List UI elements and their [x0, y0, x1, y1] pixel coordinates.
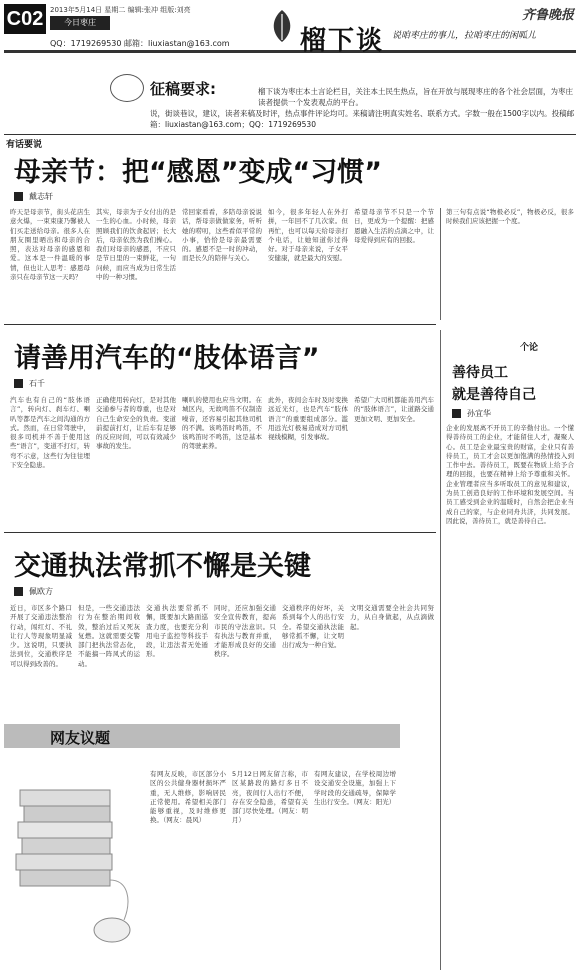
article1-col-1: 昨天是母亲节，街头花店生意火爆，一束束康乃馨被人们买走送给母亲。很多人在朋友圈里晒出和母亲的合照，表达对母亲的感恩和爱。这本是一件温暖的事情，但也让人思考：感恩母亲只在母亲节这一天吗？ [10, 208, 90, 282]
notice-title: 征稿要求: [150, 80, 216, 98]
article2-author: 石千 [29, 379, 45, 388]
article3-col-5: 交通秩序的好坏，关系到每个人的出行安全。希望交通执法能够常抓不懈，让文明出行成为一种自觉。 [282, 604, 344, 650]
notice-body-2: 说，街谈巷议，建议，读者来稿及时评，热点事件评论均可。来稿请注明真实姓名、联系方式。字数一般在1500字以内。投稿邮箱：liuxiastan@163.com；QQ：1719269530 [150, 109, 575, 129]
article3-col-3: 交通执法要常抓不懈，既要加大路面巡查力度，也要充分利用电子监控等科技手段，让违法者无处遁形。 [146, 604, 208, 659]
header-rule [4, 50, 576, 53]
sidebar-tag: 个论 [520, 343, 539, 353]
divider [4, 324, 436, 325]
article3-col-4: 同时，还应加强交通安全宣传教育，提高市民的守法意识。只有执法与教育并重，才能形成良好的交通秩序。 [214, 604, 276, 659]
divider [4, 134, 576, 135]
byline-icon [14, 379, 23, 388]
article1-byline [14, 191, 53, 202]
article3-col-6: 文明交通需要全社会共同努力，从自身做起，从点滴做起。 [350, 604, 434, 631]
article3-col-1: 近日，市区多个路口开展了交通违法整治行动，闯红灯、不礼让行人等现象明显减少。这说明，只要执法到位，交通秩序是可以得到改善的。 [10, 604, 72, 668]
byline-icon [14, 192, 23, 201]
sidebar-divider [440, 330, 441, 970]
article1-col-2: 其实，母亲为子女付出的是一生的心血。小时候，母亲照顾我们的饮食起居；长大后，母亲依然为我们操心。我们对母亲的感恩，不应只是节日里的一束鲜花，一句问候，而应当成为日常生活中的一种习惯。 [96, 208, 176, 282]
article3-headline: 交通执法常抓不懈是关键 [14, 551, 311, 582]
article1-headline: 母亲节：把“感恩”变成“习惯” [14, 157, 382, 188]
byline-icon [14, 587, 23, 596]
article3-col-2: 但是，一些交通违法行为在整治期间收敛，整治过后又死灰复燃。这就需要交警部门把执法常态化，不能搞一阵风式的运动。 [78, 604, 140, 668]
article1-author: 戴志轩 [29, 192, 53, 201]
net-topic-title: 网友议题 [50, 729, 111, 747]
byline-icon [452, 409, 461, 418]
article3-byline [14, 586, 53, 597]
article2-col-2: 正确使用转向灯，是对其他交通参与者的尊重，也是对自己生命安全的负责。变道前提前打灯，让后车有足够的反应时间，可以有效减少事故的发生。 [96, 396, 176, 451]
article1-col-3: 常回家看看，多陪母亲说说话，帮母亲做做家务，听听她的唠叨，这些看似平常的小事，恰恰是母亲最需要的。感恩不是一时的冲动，而是长久的陪伴与关心。 [182, 208, 262, 263]
page-number: C02 [4, 4, 46, 34]
article2-col-3: 喇叭的使用也应当文明。在城区内，无故鸣笛不仅制造噪音，还容易引起其他司机的不满。该鸣笛时鸣笛，不该鸣笛时不鸣笛，这是基本的驾驶素养。 [182, 396, 262, 451]
sidebar-top-text: 第三句有点说“物极必反”，物极必反，很多时候我们应该把握一个度。 [446, 208, 574, 226]
article2-headline: 请善用汽车的“肢体语言” [14, 343, 320, 374]
article2-col-1: 汽车也有自己的“肢体语言”，转向灯、刹车灯、喇叭等都是汽车之间沟通的方式。然而，在日常驾驶中，很多司机并不善于使用这些“语言”，变道不打灯，转弯不示意，这些行为往往埋下安全隐患。 [10, 396, 90, 470]
section-label: 有话要说 [6, 140, 43, 150]
sidebar-author: 孙宜华 [467, 409, 491, 418]
sidebar-body: 企业的发展离不开员工的辛勤付出。一个懂得善待员工的企业，才能留住人才，凝聚人心。员工是企业最宝贵的财富，企业只有善待员工，员工才会以更加饱满的热情投入到工作中去。善待员工，既要在物质上给予合理的回报，也要在精神上给予尊重和关怀。企业管理者应当多听取员工的意见和建议，为员工创造良好的工作环境和发展空间。当员工感受到企业的温暖时，自然会把企业当成自己的家，与企业同舟共济，共同发展。因此说，善待员工，就是善待自己。 [446, 424, 574, 525]
column-logo: 榴下谈 [300, 26, 385, 56]
article2-byline [14, 378, 45, 389]
sidebar-headline-1: 善待员工 [452, 365, 508, 381]
leaf-logo-icon [268, 8, 296, 44]
article2-col-5: 希望广大司机都能善用汽车的“肢体语言”，让道路交通更加文明、更加安全。 [354, 396, 434, 423]
article2-col-4: 此外，夜间会车时及时变换远近光灯，也是汽车“肢体语言”的重要组成部分。滥用远光灯极易造成对方司机视线模糊，引发事故。 [268, 396, 348, 442]
notice-badge-icon [110, 74, 144, 102]
sidebar-byline [452, 408, 491, 419]
section-tag: 今日枣庄 [50, 16, 110, 30]
contact-line: QQ：1719269530 邮箱：liuxiastan@163.com [50, 39, 230, 48]
divider [4, 532, 436, 533]
books-mouse-illustration-icon [12, 770, 146, 960]
article3-author: 佩欧方 [29, 587, 53, 596]
article1-col-4: 如今，很多年轻人在外打拼，一年回不了几次家。但再忙，也可以每天给母亲打个电话，让她知道你过得好。对于母亲来说，子女平安健康，就是最大的安慰。 [268, 208, 348, 263]
net-topic-col-3: 有网友建议，在学校周边增设交通安全设施，加强上下学时段的交通疏导，保障学生出行安全。（网友：阳光） [314, 770, 396, 806]
sidebar-headline-2: 就是善待自己 [452, 387, 536, 403]
notice-body: 榴下谈为枣庄本土言论栏目，关注本土民生热点，旨在开放与展现枣庄的各个社会层面，为枣庄读者提供一个发表观点的平台。 [258, 87, 573, 107]
brand-logo: 齐鲁晚报 [521, 8, 574, 23]
article1-col-5: 希望母亲节不只是一个节日，更成为一个提醒：把感恩融入生活的点滴之中，让母爱得到应有的回报。 [354, 208, 434, 244]
column-slogan: 说咱枣庄的事儿，拉咱枣庄的闲呱儿 [392, 31, 537, 41]
net-topic-col-1: 有网友反映，市区部分小区的公共健身器材损坏严重，无人维修，影响居民正常使用。希望相关部门能够重视，及时维修更换。（网友：晨风） [150, 770, 226, 825]
dateline: 2013年5月14日 星期二 编辑:张冲 组版:刘亮 [50, 6, 191, 14]
net-topic-col-2: 5月12日网友留言称，市区某路段的路灯多日不亮，夜间行人出行不便，存在安全隐患，希望有关部门尽快处理。（网友：明月） [232, 770, 308, 825]
column-divider [440, 208, 441, 320]
